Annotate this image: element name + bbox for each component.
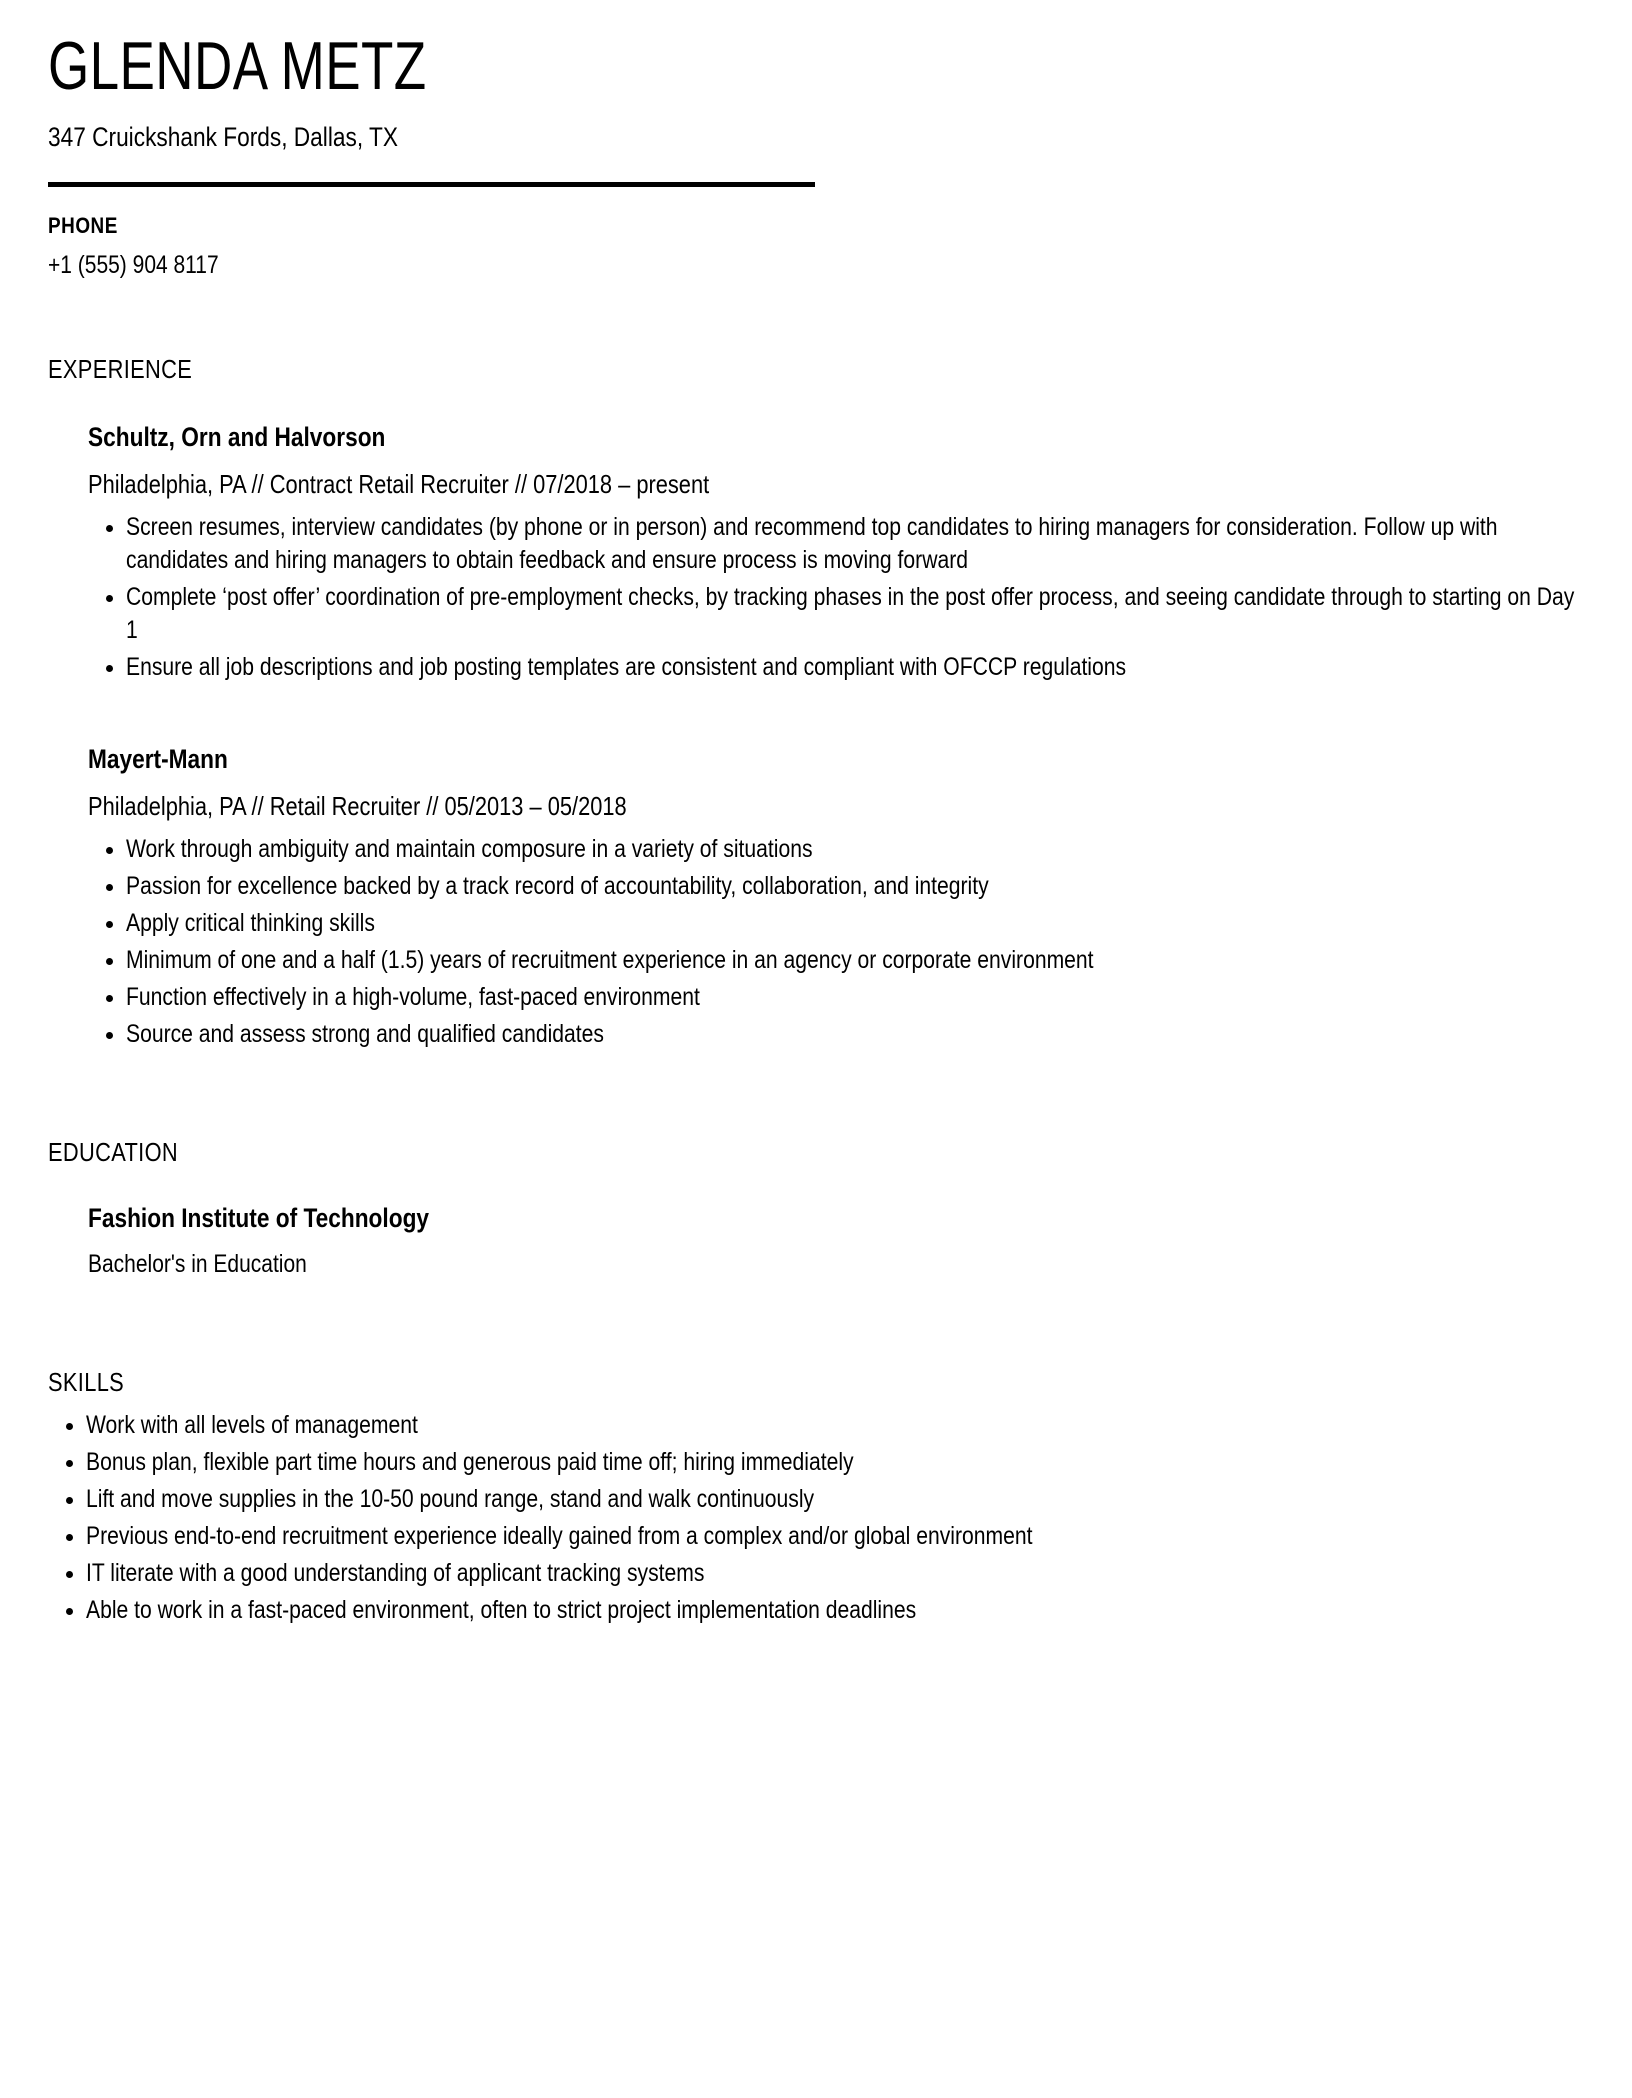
bullet-text: Function effectively in a high-volume, fast-paced environment — [126, 983, 700, 1011]
list-item — [88, 944, 1584, 977]
bullet-text: Able to work in a fast-paced environment, often to strict project implementation deadlines — [86, 1596, 917, 1624]
skills-bullet-list — [48, 1409, 1584, 1627]
education-entry — [88, 1205, 1584, 1277]
bullet-text: Previous end-to-end recruitment experience ideally gained from a complex and/or global environment — [86, 1522, 1033, 1550]
list-item — [48, 1446, 1584, 1479]
experience-details: Philadelphia, PA // Retail Recruiter // 05/2013 – 05/2018 — [88, 791, 627, 821]
list-item — [88, 651, 1584, 684]
education-entries — [88, 1205, 1584, 1277]
experience-details: Philadelphia, PA // Contract Retail Recruiter // 07/2018 – present — [88, 469, 710, 499]
experience-entries — [88, 424, 1584, 1051]
resume-header — [48, 0, 1584, 187]
experience-entry — [88, 424, 1584, 684]
bullet-text: Complete ‘post offer’ coordination of pre-employment checks, by tracking phases in the post offer process, and seeing candidate through to starting on Day 1 — [126, 583, 1575, 644]
phone-label: PHONE — [48, 213, 118, 238]
list-item — [88, 833, 1584, 866]
contact-block — [48, 215, 1584, 278]
bullet-text: Ensure all job descriptions and job posting templates are consistent and compliant with OFCCP regulations — [126, 653, 1127, 681]
bullet-text: Work with all levels of management — [86, 1411, 418, 1439]
experience-bullet-list — [88, 833, 1584, 1051]
list-item — [48, 1409, 1584, 1442]
section-title-skills: SKILLS — [48, 1367, 125, 1397]
list-item — [88, 981, 1584, 1014]
bullet-text: Screen resumes, interview candidates (by phone or in person) and recommend top candidates to hiring managers for consideration. Follow up with candidates and hiring managers to obtain feedback and ensure process is moving forward — [126, 513, 1498, 574]
list-item — [88, 511, 1584, 577]
list-item — [48, 1520, 1584, 1553]
list-item — [88, 907, 1584, 940]
list-item — [48, 1557, 1584, 1590]
bullet-text: Source and assess strong and qualified candidates — [126, 1020, 604, 1048]
list-item — [88, 870, 1584, 903]
experience-bullet-list — [88, 511, 1584, 684]
bullet-text: Minimum of one and a half (1.5) years of recruitment experience in an agency or corporate environment — [126, 946, 1094, 974]
section-title-experience: EXPERIENCE — [48, 354, 193, 384]
list-item — [48, 1594, 1584, 1627]
candidate-address: 347 Cruickshank Fords, Dallas, TX — [48, 122, 399, 152]
candidate-name: GLENDA METZ — [48, 28, 427, 104]
bullet-text: Apply critical thinking skills — [126, 909, 375, 937]
experience-company: Schultz, Orn and Halvorson — [88, 422, 386, 452]
education-school: Fashion Institute of Technology — [88, 1203, 430, 1233]
experience-company: Mayert-Mann — [88, 744, 228, 774]
bullet-text: Work through ambiguity and maintain composure in a variety of situations — [126, 835, 813, 863]
experience-entry — [88, 746, 1584, 1051]
list-item — [48, 1483, 1584, 1516]
section-title-education: EDUCATION — [48, 1137, 179, 1167]
resume-content — [48, 0, 1584, 1627]
bullet-text: IT literate with a good understanding of applicant tracking systems — [86, 1559, 705, 1587]
bullet-text: Bonus plan, flexible part time hours and generous paid time off; hiring immediately — [86, 1448, 854, 1476]
list-item — [88, 581, 1584, 647]
bullet-text: Passion for excellence backed by a track record of accountability, collaboration, and integrity — [126, 872, 989, 900]
list-item — [88, 1018, 1584, 1051]
bullet-text: Lift and move supplies in the 10-50 pound range, stand and walk continuously — [86, 1485, 815, 1513]
header-divider — [48, 182, 815, 187]
education-degree: Bachelor's in Education — [88, 1250, 307, 1278]
phone-value: +1 (555) 904 8117 — [48, 251, 219, 279]
